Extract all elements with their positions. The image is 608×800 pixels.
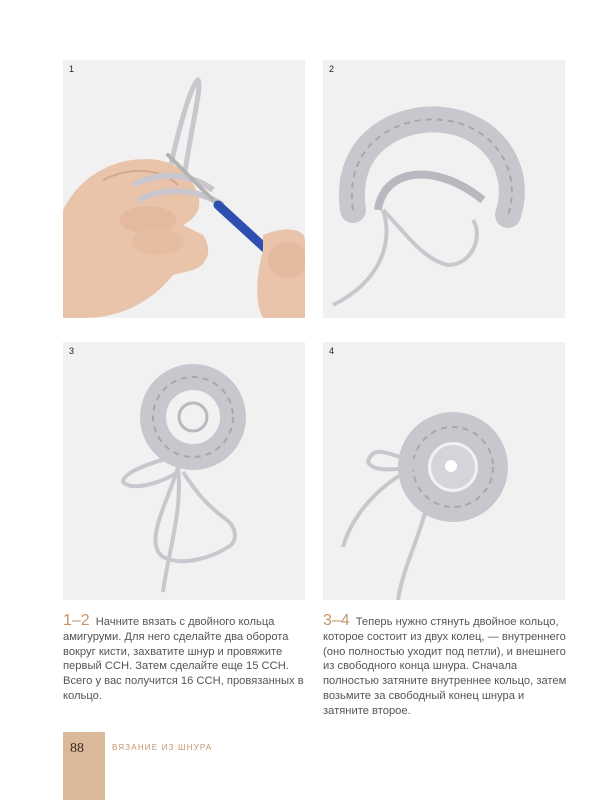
running-section-title: ВЯЗАНИЕ ИЗ ШНУРА xyxy=(112,743,213,752)
step-photo-1 xyxy=(63,60,305,318)
step-photo-2 xyxy=(323,60,565,318)
partial-ring-illustration xyxy=(323,60,565,318)
step-number: 3 xyxy=(69,346,75,356)
caption-text: Начните вязать с двойного кольца амигуруми. Для него сделайте два оборота вокруг кисти, захватите шнур и провяжите первый ССН. Затем сделайте еще 15 ССН. Всего у вас получится 16 ССН, провязанных в кольцо. xyxy=(63,616,304,702)
step-number: 1 xyxy=(69,64,75,74)
ring-loop-illustration xyxy=(63,342,305,600)
caption-steps-3-4 xyxy=(323,614,569,719)
step-number: 4 xyxy=(329,346,335,356)
step-number: 2 xyxy=(329,64,335,74)
page-number: 88 xyxy=(70,741,84,756)
finished-ring-illustration xyxy=(323,342,565,600)
step-range-label: 3–4 xyxy=(323,612,350,629)
step-range-label: 1–2 xyxy=(63,612,90,629)
step-photo-4 xyxy=(323,342,565,600)
caption-steps-1-2 xyxy=(63,614,311,704)
step-photo-3 xyxy=(63,342,305,600)
hand-hook-illustration xyxy=(63,60,305,318)
caption-text: Теперь нужно стянуть двойное кольцо, которое состоит из двух колец, — внутреннего (оно полностью уходит под петли), и внешнего из свободного конца шнура. Сначала полностью затяните внутреннее кольцо, затем возьмите за свободный конец шнура и затяните второе. xyxy=(323,616,567,717)
